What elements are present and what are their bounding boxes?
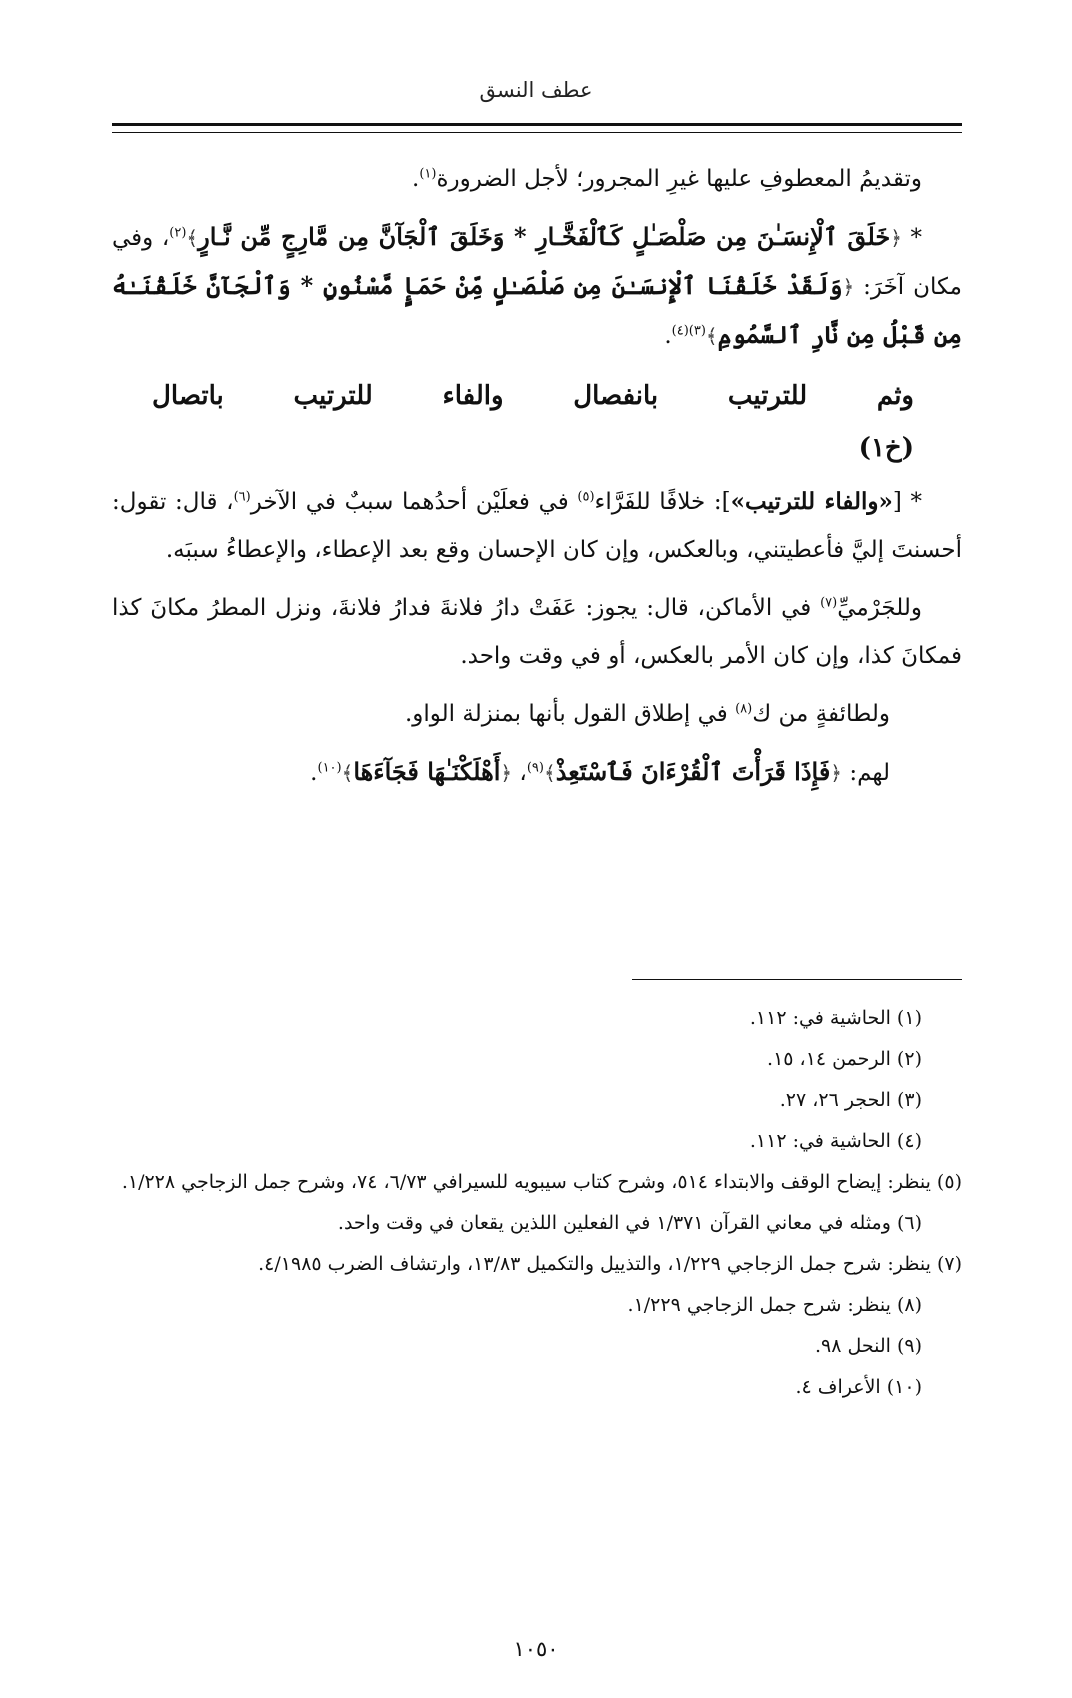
poem-word: بانفصال: [573, 381, 659, 411]
footnote-ref-10: (١٠): [317, 760, 342, 776]
paragraph-4-text-1: وللجَرْميِّ: [837, 595, 922, 621]
paragraph-5-text-1: ولطائفةٍ من ك: [752, 701, 890, 727]
paragraph-3-text-1: ]: خلافًا للفَرَّاء: [594, 489, 731, 515]
ornate-bracket-open: ﴿: [890, 226, 902, 250]
poem-manuscript-ref: (خ١): [858, 433, 914, 463]
quran-verse-3: فَإِذَا قَرَأْتَ ٱلْقُرْءَانَ فَٱسْتَعِذْ: [555, 757, 831, 786]
page-number: ١٠٥٠: [513, 1637, 559, 1661]
footnote-1: (١) الحاشية في: ١١٢.: [749, 1007, 922, 1029]
poem-word: باتصال: [152, 381, 224, 411]
poem-heading: [112, 370, 962, 474]
quran-verse-1: خَلَقَ ٱلْإِنسَـٰنَ مِن صَلْصَـٰلٍ كَٱلْفَخَّـارِ * وَخَلَقَ ٱلْجَآنَّ مِن مَّارِجٍ مِّن نَّـارٍ: [198, 222, 891, 251]
separator: ،: [512, 760, 527, 786]
star-marker: *: [901, 225, 922, 251]
quoted-term: «والفاء للترتيب»: [730, 488, 893, 515]
paragraph-2: [112, 213, 962, 360]
footnote-4: (٤) الحاشية في: ١١٢.: [749, 1130, 922, 1152]
poem-word: للترتيب: [293, 381, 373, 411]
paragraph-4: [112, 584, 962, 680]
main-text: [112, 155, 962, 807]
footnote-separator: [632, 979, 962, 980]
paragraph-4-text-2: في الأماكن، قال: يجوز: عَفَتْ دارُ فلانةَ فدارُ فلانةَ، ونزل المطرُ مكانَ كذا فمكانَ كذا، وإن كان الأمر بالعكس، أو في وقت واحد.: [112, 595, 962, 669]
paragraph-2-mid: ، وفي مكان آخَرَ:: [112, 225, 962, 300]
footnote-3: (٣) الحجر ٢٦، ٢٧.: [779, 1089, 922, 1111]
paragraph-1: [112, 155, 962, 203]
paragraph-6-text-1: لهم:: [842, 760, 890, 786]
quran-verse-2: وَلَقَدْ خَلَقْنَا ٱلْإِنسَـٰنَ مِن صَلْصَـٰلٍ مِّنْ حَمَإٍ مَّسْنُونٍ * وَٱلْجَآنَّ خَلَقْنَـٰهُ مِن قَبْلُ مِن نَّارِ ٱلسَّمُومِ: [112, 271, 962, 349]
poem-word: للترتيب: [727, 381, 808, 411]
footnote-10: (١٠) الأعراف ٤.: [795, 1376, 922, 1398]
header-rule-thin: [112, 132, 962, 133]
footnote-2: (٢) الرحمن ١٤، ١٥.: [767, 1048, 922, 1070]
ornate-bracket-close: ﴾: [341, 761, 354, 785]
ornate-bracket-open: ﴿: [842, 275, 855, 299]
quran-verse-4: أَهْلَكْنَـٰهَا فَجَآءَهَا: [353, 757, 501, 786]
ornate-bracket-close: ﴾: [543, 761, 556, 785]
footnote-8: (٨) ينظر: شرح جمل الزجاجي ١/٢٢٩.: [627, 1294, 922, 1316]
footnote-ref-3-4: (٣)(٤): [671, 323, 706, 339]
paragraph-1-text: وتقديمُ المعطوفِ عليها غيرِ المجرور؛ لأجل الضرورة: [436, 166, 922, 192]
poem-word: وثم: [876, 381, 914, 411]
footnote-7: (٧) ينظر: شرح جمل الزجاجي ١/٢٢٩، والتذييل والتكميل ١٣/٨٣، وارتشاف الضرب ٤/١٩٨٥.: [258, 1253, 962, 1275]
footnote-6: (٦) ومثله في معاني القرآن ١/٣٧١ في الفعلين اللذين يقعان في وقت واحد.: [337, 1212, 922, 1234]
paragraph-5: [112, 690, 962, 738]
footnote-9: (٩) النحل ٩٨.: [814, 1335, 922, 1357]
ornate-bracket-close: ﴾: [186, 226, 199, 250]
paragraph-2-end: .: [664, 323, 672, 349]
paragraph-6-end: .: [310, 760, 318, 786]
footnote-ref-6: (٦): [233, 489, 251, 505]
ornate-bracket-open: ﴿: [830, 761, 843, 785]
paragraph-1-end: .: [412, 166, 420, 192]
paragraph-6: [112, 748, 962, 797]
ornate-bracket-close: ﴾: [705, 324, 718, 348]
footnote-5: (٥) ينظر: إيضاح الوقف والابتداء ٥١٤، وشرح كتاب سيبويه للسيرافي ٦/٧٣، ٧٤، وشرح جمل الزجاجي ١/٢٢٨.: [121, 1171, 962, 1193]
footnote-ref-8: (٨): [735, 701, 753, 717]
paragraph-3: [112, 478, 962, 574]
header-rule-thick: [112, 123, 962, 126]
footnote-ref-1: (١): [419, 166, 437, 182]
paragraph-5-text-2: في إطلاق القول بأنها بمنزلة الواو.: [404, 701, 736, 727]
running-head: عطف النسق: [479, 78, 593, 102]
footnote-ref-9: (٩): [526, 760, 544, 776]
ornate-bracket-open: ﴿: [500, 761, 513, 785]
footnote-ref-7: (٧): [820, 595, 838, 611]
footnote-ref-2: (٢): [169, 225, 187, 241]
paragraph-3-text-2: في فعلَيْن أحدُهما سببٌ في الآخر: [250, 489, 578, 515]
paragraph-3-text-3: ، قال: تقول: أحسنتَ إليَّ فأعطيتني، وبالعكس، وإن كان الإحسان وقع بعد الإعطاء، والإعطاءُ سببَه.: [112, 489, 962, 563]
poem-line: [112, 370, 962, 422]
poem-word: والفاء: [442, 381, 504, 411]
footnote-ref-5: (٥): [577, 489, 595, 505]
star-marker: * [: [892, 489, 922, 515]
footnotes: [112, 998, 962, 1408]
